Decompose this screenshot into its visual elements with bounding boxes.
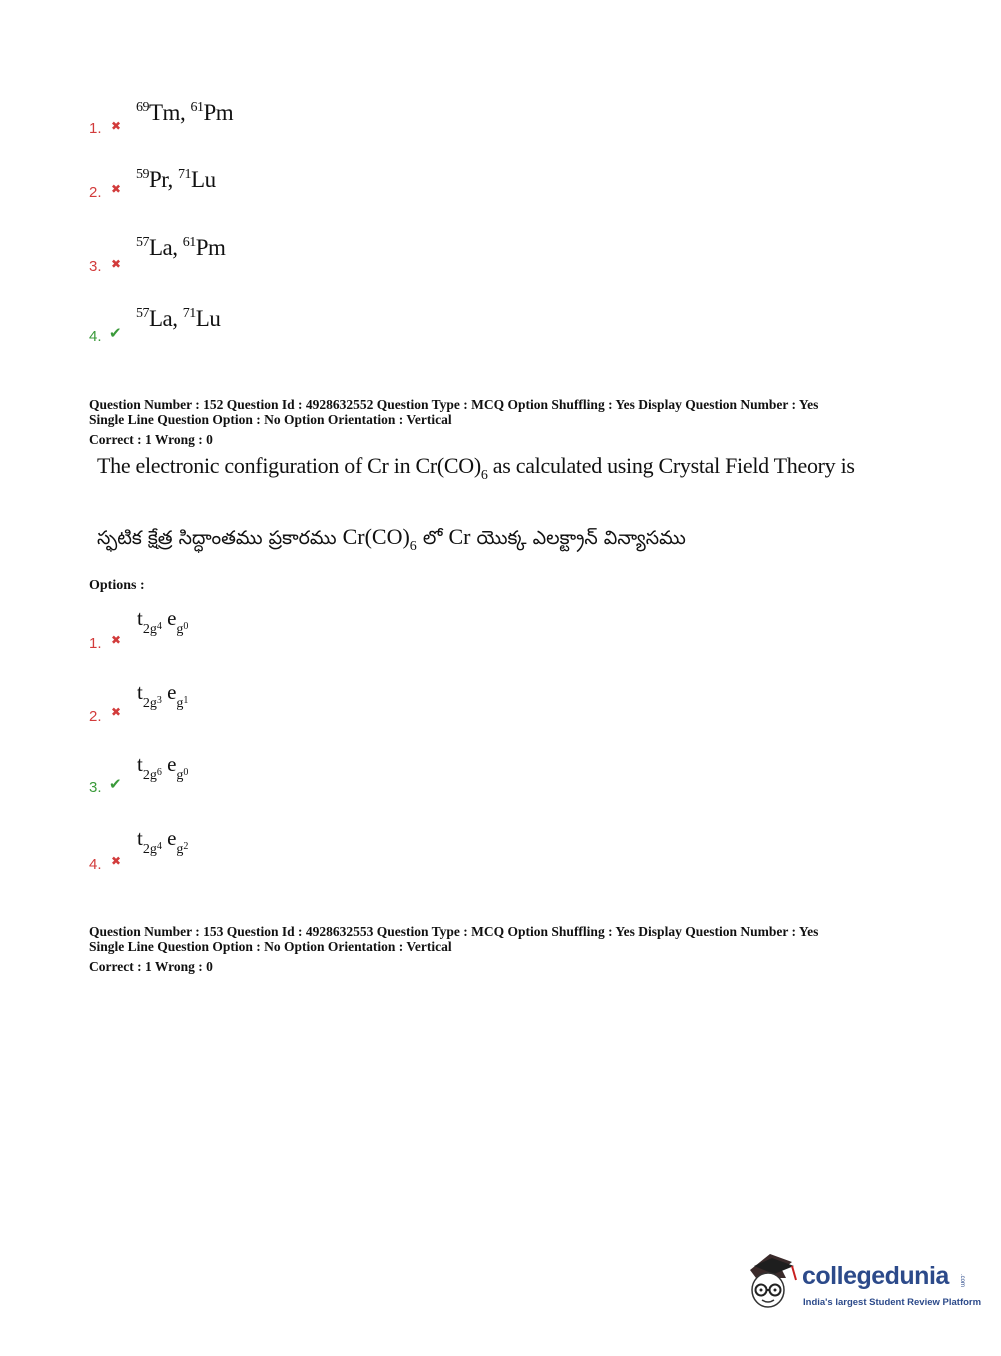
option-text: $^{57}$La, $^{61}$Pm — [136, 235, 226, 260]
marks-line: Correct : 1 Wrong : 0 — [89, 432, 213, 447]
option-text: $t_{2g^4}$ $e_{g^0}$ — [137, 606, 189, 637]
option-3 — [0, 752, 600, 802]
cross-icon: ✖ — [111, 705, 122, 719]
cross-icon: ✖ — [111, 119, 122, 133]
prev-option-2 — [0, 164, 600, 214]
meta-line-2: Single Line Question Option : No Option Orientation : Vertical — [89, 939, 452, 954]
option-number: 3. — [89, 258, 102, 275]
cross-icon: ✖ — [111, 633, 122, 647]
option-number: 1. — [89, 120, 102, 137]
option-number: 4. — [89, 856, 102, 873]
option-1 — [0, 606, 600, 656]
mascot-icon — [742, 1248, 802, 1314]
question-text-telugu: స్ఫటిక క్షేత్ర సిద్ధాంతము ప్రకారము $Cr(CO)_6$ లో Cr యొక్క ఎలక్ట్రాన్ విన్యాసము — [97, 524, 686, 554]
marks-line: Correct : 1 Wrong : 0 — [89, 959, 213, 974]
option-number: 3. — [89, 779, 102, 796]
option-number: 1. — [89, 635, 102, 652]
option-text: $t_{2g^6}$ $e_{g^0}$ — [137, 752, 189, 783]
prev-option-1 — [0, 98, 600, 148]
option-text: $t_{2g^4}$ $e_{g^2}$ — [137, 826, 189, 857]
option-text: $^{57}$La, $^{71}$Lu — [136, 306, 221, 331]
prev-option-4 — [0, 304, 600, 354]
question-text-english: The electronic configuration of Cr in $Cr(CO)_6$ as calculated using Crystal Field Theory is — [97, 453, 855, 483]
option-number: 2. — [89, 184, 102, 201]
option-text: $t_{2g^3}$ $e_{g^1}$ — [137, 680, 189, 711]
prev-option-3 — [0, 233, 600, 283]
cross-icon: ✖ — [111, 257, 122, 271]
logo-domain: .com — [959, 1274, 965, 1288]
option-2 — [0, 680, 600, 730]
collegedunia-logo — [742, 1248, 982, 1318]
logo-tagline: India's largest Student Review Platform — [803, 1297, 982, 1308]
question-meta-153 — [89, 924, 818, 974]
meta-line-2: Single Line Question Option : No Option Orientation : Vertical — [89, 412, 452, 427]
cross-icon: ✖ — [111, 182, 122, 196]
check-icon: ✔ — [109, 324, 122, 342]
cross-icon: ✖ — [111, 854, 122, 868]
option-number: 4. — [89, 328, 102, 345]
question-meta-152 — [89, 397, 818, 447]
option-text: $^{69}$Tm, $^{61}$Pm — [136, 100, 234, 125]
logo-wordmark: collegedunia — [802, 1262, 949, 1290]
option-text: $^{59}$Pr, $^{71}$Lu — [136, 167, 216, 192]
option-number: 2. — [89, 708, 102, 725]
meta-line-1: Question Number : 152 Question Id : 4928632552 Question Type : MCQ Option Shuffling : Yes Display Question Number : Yes — [89, 397, 819, 412]
check-icon: ✔ — [109, 775, 122, 793]
options-label: Options : — [89, 578, 145, 593]
meta-line-1: Question Number : 153 Question Id : 4928632553 Question Type : MCQ Option Shuffling : Yes Display Question Number : Yes — [89, 924, 819, 939]
option-4 — [0, 826, 600, 876]
